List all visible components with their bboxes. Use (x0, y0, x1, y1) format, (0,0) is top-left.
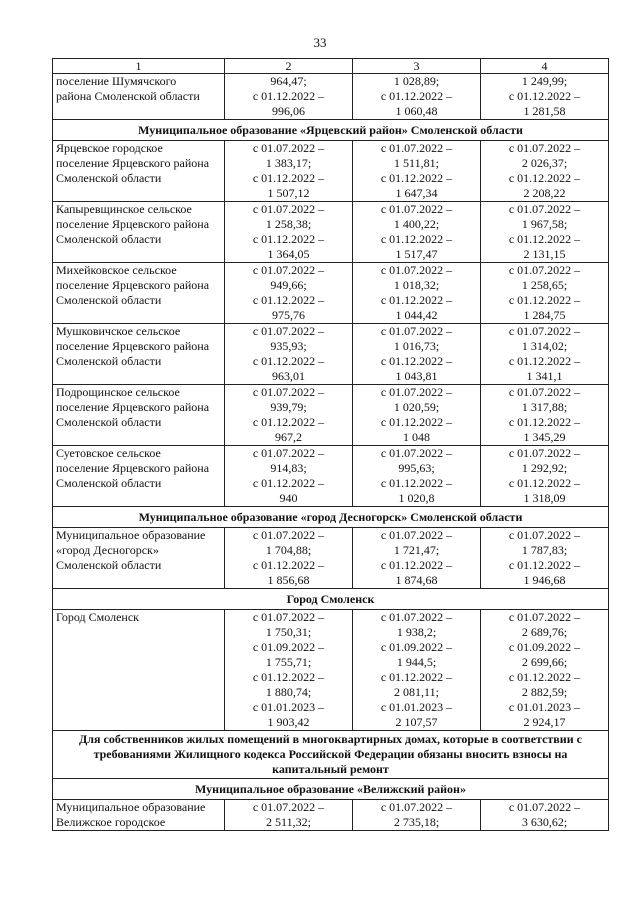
municipality-name-cell (53, 610, 225, 731)
cell-line: 1 258,38; (265, 217, 312, 231)
rate-cell-col3 (353, 324, 481, 385)
table-row (53, 610, 609, 731)
municipality-name-cell (53, 202, 225, 263)
cell-line: 1 048 (403, 430, 430, 444)
section-heading: Город Смоленск (53, 589, 609, 610)
rate-cell-col2 (225, 141, 353, 202)
cell-line: с 01.12.2022 – (508, 89, 581, 103)
cell-line: 1 787,83; (521, 543, 568, 557)
rate-cell-col3 (353, 263, 481, 324)
cell-line: с 01.12.2022 – (252, 354, 325, 368)
table-row (53, 74, 609, 120)
rate-cell-col2 (225, 263, 353, 324)
cell-line: с 01.07.2022 – (380, 385, 453, 399)
cell-line: с 01.07.2022 – (508, 324, 581, 338)
cell-line: с 01.07.2022 – (508, 610, 581, 624)
cell-line: с 01.07.2022 – (252, 324, 325, 338)
cell-line: с 01.07.2022 – (508, 202, 581, 216)
cell-line: Смоленской области (56, 293, 162, 307)
cell-line: 1 944,5; (396, 655, 437, 669)
cell-line: 2 924,17 (523, 715, 566, 729)
cell-line: Ярцевское городское (56, 141, 163, 155)
cell-line: 1 060,48 (395, 104, 438, 118)
cell-line: 1 721,47; (393, 543, 440, 557)
cell-line: с 01.07.2022 – (380, 141, 453, 155)
cell-line: 1 258,65; (521, 278, 568, 292)
cell-line: 2 026,37; (521, 156, 568, 170)
section-heading: Муниципальное образование «Ярцевский район» Смоленской области (53, 120, 609, 141)
cell-line: 1 507,12 (267, 186, 310, 200)
cell-line: Велижское городское (56, 815, 166, 829)
cell-line: 1 018,32; (393, 278, 440, 292)
rate-cell-col4 (481, 263, 609, 324)
cell-line: с 01.07.2022 – (252, 385, 325, 399)
rate-cell-col3 (353, 610, 481, 731)
rate-cell-col3 (353, 141, 481, 202)
cell-line: Смоленской области (56, 558, 162, 572)
municipality-name-cell (53, 74, 225, 120)
cell-line: 1 044,42 (395, 308, 438, 322)
cell-line: 1 511,81; (394, 156, 439, 170)
cell-line: поселение Ярцевского района (56, 278, 210, 292)
cell-line: Суетовское сельское (56, 446, 161, 460)
tariff-table-body (53, 59, 609, 831)
section-heading: Муниципальное образование «город Десногорск» Смоленской области (53, 507, 609, 528)
cell-line: Михейковское сельское (56, 263, 177, 277)
cell-line: с 01.12.2022 – (380, 89, 453, 103)
cell-line: 2 208,22 (523, 186, 566, 200)
cell-line: Город Смоленск (56, 610, 139, 624)
cell-line: 1 284,75 (523, 308, 566, 322)
cell-line: 2 131,15 (523, 247, 566, 261)
cell-line: с 01.07.2022 – (508, 800, 581, 814)
cell-line: с 01.07.2022 – (508, 141, 581, 155)
cell-line: 2 882,59; (521, 685, 568, 699)
cell-line: с 01.12.2022 – (252, 670, 325, 684)
column-header: 2 (225, 59, 353, 74)
cell-line: 1 317,88; (521, 400, 568, 414)
cell-line: с 01.12.2022 – (380, 232, 453, 246)
cell-line: района Смоленской области (56, 89, 200, 103)
cell-line: 1 281,58 (523, 104, 566, 118)
cell-line: 914,83; (270, 461, 307, 475)
cell-line: с 01.12.2022 – (252, 171, 325, 185)
cell-line: 1 364,05 (267, 247, 310, 261)
table-row (53, 202, 609, 263)
cell-line: с 01.12.2022 – (380, 476, 453, 490)
municipality-name-cell (53, 385, 225, 446)
rate-cell-col2 (225, 202, 353, 263)
column-header: 1 (53, 59, 225, 74)
rate-cell-col4 (481, 202, 609, 263)
cell-line: 1 400,22; (393, 217, 440, 231)
cell-line: 2 107,57 (395, 715, 438, 729)
rate-cell-col2 (225, 528, 353, 589)
cell-line: с 01.07.2022 – (380, 202, 453, 216)
cell-line: 1 028,89; (393, 74, 440, 88)
municipality-name-cell (53, 263, 225, 324)
section-heading-row (53, 589, 609, 610)
cell-line: с 01.12.2022 – (380, 558, 453, 572)
cell-line: поселение Ярцевского района (56, 217, 210, 231)
cell-line: 1 903,42 (267, 715, 310, 729)
rate-cell-col2 (225, 385, 353, 446)
cell-line: с 01.07.2022 – (252, 528, 325, 542)
cell-line: с 01.09.2022 – (252, 640, 325, 654)
cell-line: «город Десногорск» (56, 543, 159, 557)
rate-cell-col4 (481, 800, 609, 831)
rate-cell-col2 (225, 610, 353, 731)
cell-line: 1 043,81 (395, 369, 438, 383)
rate-cell-col3 (353, 446, 481, 507)
cell-line: Муниципальное образование (56, 800, 206, 814)
cell-line: Муниципальное образование (56, 528, 206, 542)
cell-line: с 01.12.2022 – (508, 415, 581, 429)
cell-line: 1 517,47 (395, 247, 438, 261)
cell-line: поселение Ярцевского района (56, 339, 210, 353)
cell-line: 1 704,88; (265, 543, 312, 557)
municipality-name-cell (53, 141, 225, 202)
rate-cell-col4 (481, 610, 609, 731)
cell-line: 1 946,68 (523, 573, 566, 587)
cell-line: с 01.12.2022 – (380, 415, 453, 429)
cell-line: с 01.01.2023 – (508, 700, 581, 714)
cell-line: с 01.01.2023 – (380, 700, 453, 714)
rate-cell-col4 (481, 74, 609, 120)
section-heading-row (53, 120, 609, 141)
cell-line: с 01.12.2022 – (380, 670, 453, 684)
cell-line: 1 341,1 (526, 369, 563, 383)
rate-cell-col2 (225, 446, 353, 507)
table-row (53, 263, 609, 324)
cell-line: 996,06 (272, 104, 305, 118)
table-row (53, 446, 609, 507)
cell-line: с 01.12.2022 – (252, 415, 325, 429)
cell-line: 967,2 (275, 430, 302, 444)
rate-cell-col2 (225, 324, 353, 385)
cell-line: 1 967,58; (521, 217, 568, 231)
cell-line: с 01.07.2022 – (508, 446, 581, 460)
cell-line: 1 016,73; (393, 339, 440, 353)
cell-line: Смоленской области (56, 171, 162, 185)
rate-cell-col3 (353, 74, 481, 120)
column-header: 4 (481, 59, 609, 74)
cell-line: Мушковичское сельское (56, 324, 181, 338)
cell-line: 935,93; (270, 339, 307, 353)
cell-line: с 01.01.2023 – (252, 700, 325, 714)
cell-line: 1 345,29 (523, 430, 566, 444)
rate-cell-col4 (481, 141, 609, 202)
cell-line: с 01.07.2022 – (380, 446, 453, 460)
cell-line: 1 383,17; (265, 156, 312, 170)
rate-cell-col3 (353, 202, 481, 263)
cell-line: 1 020,59; (393, 400, 440, 414)
cell-line: с 01.07.2022 – (252, 610, 325, 624)
table-row (53, 385, 609, 446)
table-header-row (53, 59, 609, 74)
cell-line: Смоленской области (56, 354, 162, 368)
cell-line: 2 735,18; (393, 815, 440, 829)
cell-line: 1 750,31; (265, 625, 312, 639)
rate-cell-col3 (353, 528, 481, 589)
cell-line: с 01.12.2022 – (508, 670, 581, 684)
cell-line: с 01.12.2022 – (252, 232, 325, 246)
page-number: 33 (313, 35, 327, 50)
table-row (53, 141, 609, 202)
cell-line: с 01.07.2022 – (380, 610, 453, 624)
cell-line: Смоленской области (56, 232, 162, 246)
cell-line: 1 249,99; (521, 74, 568, 88)
cell-line: 2 689,76; (521, 625, 568, 639)
cell-line: 2 511,32; (266, 815, 311, 829)
cell-line: поселение Ярцевского района (56, 156, 210, 170)
cell-line: Капыревщинское сельское (56, 202, 192, 216)
cell-line: с 01.07.2022 – (252, 800, 325, 814)
municipality-name-cell (53, 324, 225, 385)
rate-cell-col4 (481, 446, 609, 507)
cell-line: 1 874,68 (395, 573, 438, 587)
cell-line: с 01.07.2022 – (380, 263, 453, 277)
rate-cell-col4 (481, 324, 609, 385)
column-header: 3 (353, 59, 481, 74)
cell-line: с 01.12.2022 – (508, 293, 581, 307)
cell-line: с 01.07.2022 – (380, 800, 453, 814)
cell-line: 3 630,62; (521, 815, 568, 829)
cell-line: с 01.12.2022 – (508, 558, 581, 572)
cell-line: 1 647,34 (395, 186, 438, 200)
cell-line: 975,76 (272, 308, 305, 322)
cell-line: Смоленской области (56, 415, 162, 429)
rate-cell-col2 (225, 800, 353, 831)
cell-line: Смоленской области (56, 476, 162, 490)
cell-line: 1 938,2; (396, 625, 437, 639)
cell-line: 2 699,66; (521, 655, 568, 669)
cell-line: с 01.07.2022 – (252, 446, 325, 460)
cell-line: 995,63; (398, 461, 435, 475)
rate-cell-col2 (225, 74, 353, 120)
cell-line: с 01.12.2022 – (508, 232, 581, 246)
rate-cell-col3 (353, 385, 481, 446)
cell-line: 1 856,68 (267, 573, 310, 587)
cell-line: с 01.09.2022 – (380, 640, 453, 654)
cell-line: 1 318,09 (523, 491, 566, 505)
section-heading-line: Для собственников жилых помещений в многоквартирных домах, которые в соответствии с (79, 732, 582, 746)
section-heading-row (53, 779, 609, 800)
cell-line: с 01.12.2022 – (252, 476, 325, 490)
cell-line: 949,66; (270, 278, 307, 292)
rate-cell-col4 (481, 528, 609, 589)
cell-line: 939,79; (270, 400, 307, 414)
municipality-name-cell (53, 528, 225, 589)
cell-line: с 01.12.2022 – (508, 171, 581, 185)
section-heading-row (53, 731, 609, 779)
rate-cell-col3 (353, 800, 481, 831)
cell-line: поселение Ярцевского района (56, 400, 210, 414)
cell-line: с 01.12.2022 – (252, 89, 325, 103)
tariff-table (52, 58, 609, 831)
section-heading-line: требованиями Жилищного кодекса Российской Федерации обязаны вносить взносы на (93, 747, 568, 761)
cell-line: 1 020,8 (398, 491, 435, 505)
section-heading-line: капитальный ремонт (272, 762, 389, 776)
cell-line: 964,47; (270, 74, 307, 88)
cell-line: с 01.07.2022 – (380, 528, 453, 542)
cell-line: с 01.12.2022 – (380, 293, 453, 307)
table-row (53, 528, 609, 589)
cell-line: 1 755,71; (265, 655, 312, 669)
municipality-name-cell (53, 800, 225, 831)
cell-line: с 01.07.2022 – (380, 324, 453, 338)
cell-line: с 01.07.2022 – (252, 141, 325, 155)
cell-line: Подрощинское сельское (56, 385, 180, 399)
cell-line: 2 081,11; (394, 685, 439, 699)
rate-cell-col4 (481, 385, 609, 446)
section-heading (53, 731, 609, 779)
cell-line: с 01.12.2022 – (252, 558, 325, 572)
cell-line: с 01.12.2022 – (252, 293, 325, 307)
municipality-name-cell (53, 446, 225, 507)
cell-line: с 01.12.2022 – (508, 476, 581, 490)
cell-line: с 01.07.2022 – (252, 202, 325, 216)
cell-line: с 01.07.2022 – (508, 263, 581, 277)
cell-line: с 01.07.2022 – (508, 528, 581, 542)
cell-line: 940 (279, 491, 298, 505)
cell-line: с 01.07.2022 – (252, 263, 325, 277)
cell-line: 1 292,92; (521, 461, 568, 475)
cell-line: 1 880,74; (265, 685, 312, 699)
cell-line: 1 314,02; (521, 339, 568, 353)
section-heading-row (53, 507, 609, 528)
cell-line: поселение Ярцевского района (56, 461, 210, 475)
cell-line: 963,01 (272, 369, 305, 383)
table-row (53, 800, 609, 831)
table-row (53, 324, 609, 385)
cell-line: с 01.12.2022 – (380, 171, 453, 185)
cell-line: с 01.09.2022 – (508, 640, 581, 654)
cell-line: поселение Шумячского (56, 74, 177, 88)
section-heading: Муниципальное образование «Велижский район» (53, 779, 609, 800)
cell-line: с 01.07.2022 – (508, 385, 581, 399)
cell-line: с 01.12.2022 – (508, 354, 581, 368)
cell-line: с 01.12.2022 – (380, 354, 453, 368)
